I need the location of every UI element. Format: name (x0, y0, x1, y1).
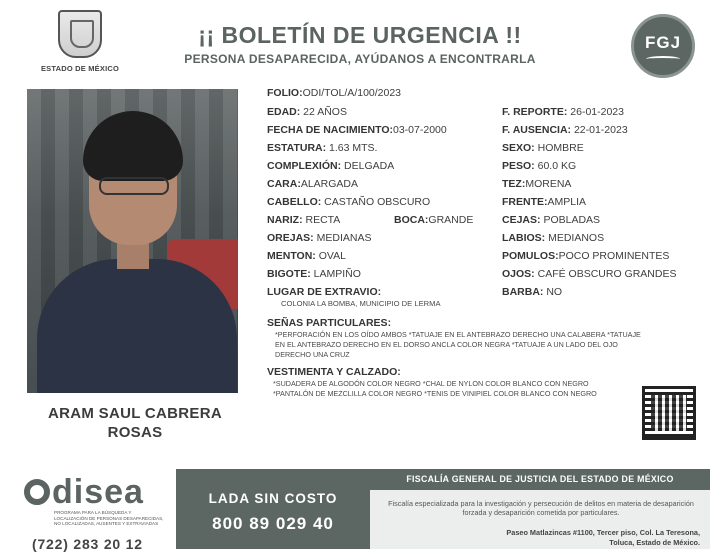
field-complexion: COMPLEXIÓN: DELGADA (267, 160, 395, 172)
field-cara: CARA:ALARGADA (267, 178, 359, 190)
vestimenta-text (273, 379, 597, 399)
senas-line: DERECHO UNA CRUZ (275, 350, 350, 359)
odisea-caption: PROGRAMA PARA LA BÚSQUEDA Y LOCALIZACIÓN DE PERSONAS DESAPARECIDAS, NO LOCALIZADAS, AUSENTES Y EXTRAVIADAS (54, 510, 164, 526)
state-crest-logo (30, 10, 130, 73)
vestimenta-line: *SUDADERA DE ALGODÓN COLOR NEGRO *CHAL DE NYLON COLOR BLANCO CON NEGRO (273, 379, 589, 388)
field-fecha-nacimiento: FECHA DE NACIMIENTO:03-07-2000 (267, 124, 447, 136)
fiscalia-address (440, 528, 700, 548)
toll-free-box (176, 469, 370, 549)
fiscalia-title: FISCALÍA GENERAL DE JUSTICIA DEL ESTADO DE MÉXICO (370, 469, 710, 490)
field-nariz: NARIZ: RECTA (267, 214, 341, 226)
field-frente: FRENTE:AMPLIA (502, 196, 587, 208)
field-cabello: CABELLO: CASTAÑO OBSCURO (267, 196, 431, 208)
field-orejas: OREJAS: MEDIANAS (267, 232, 372, 244)
toll-free-label: LADA SIN COSTO (208, 491, 338, 506)
field-f-ausencia: F. AUSENCIA: 22-01-2023 (502, 124, 628, 136)
address-line: Paseo Matlazincas #1100, Tercer piso, Col. La Teresona, (506, 528, 700, 537)
field-edad: EDAD: 22 AÑOS (267, 106, 347, 118)
field-cejas: CEJAS: POBLADAS (502, 214, 601, 226)
crest-icon (58, 10, 102, 58)
person-name-line2: ROSAS (107, 424, 163, 441)
missing-person-photo (27, 89, 238, 393)
location-pin-icon (24, 479, 50, 505)
person-name (40, 404, 230, 442)
field-ojos: OJOS: CAFÉ OBSCURO GRANDES (502, 268, 677, 280)
field-barba: BARBA: NO (502, 286, 563, 298)
fgj-badge (631, 14, 695, 78)
odisea-logo-block (24, 474, 172, 552)
field-f-reporte: F. REPORTE: 26-01-2023 (502, 106, 624, 118)
wings-icon (646, 56, 680, 62)
person-name-line1: ARAM SAUL CABRERA (48, 405, 222, 422)
field-bigote: BIGOTE: LAMPIÑO (267, 268, 361, 280)
field-lugar-extravio-label: LUGAR DE EXTRAVIO: (267, 286, 382, 298)
field-menton: MENTON: OVAL (267, 250, 346, 262)
bulletin-subtitle: PERSONA DESAPARECIDA, AYÚDANOS A ENCONTRARLA (184, 52, 536, 66)
field-boca: BOCA:GRANDE (394, 214, 474, 226)
fiscalia-description: Fiscalía especializada para la investigación y persecución de delitos en materia de desaparición forzada y desaparición cometida por particulares. (388, 499, 694, 517)
vestimenta-line: *PANTALÓN DE MEZCLILLA COLOR NEGRO *TENIS DE VINIPIEL COLOR BLANCO CON NEGRO (273, 389, 597, 398)
field-lugar-extravio-value: COLONIA LA BOMBA, MUNICIPIO DE LERMA (281, 299, 441, 308)
address-line: Toluca, Estado de México. (609, 538, 700, 547)
fgj-badge-text: FGJ (644, 33, 682, 52)
odisea-logo: disea (24, 474, 172, 510)
field-estatura: ESTATURA: 1.63 MTS. (267, 142, 378, 154)
field-folio: FOLIO:ODI/TOL/A/100/2023 (267, 87, 402, 99)
qr-code-icon[interactable] (642, 386, 696, 440)
field-pomulos: POMULOS:POCO PROMINENTES (502, 250, 670, 262)
field-labios: LABIOS: MEDIANOS (502, 232, 605, 244)
senas-heading: SEÑAS PARTICULARES: (267, 317, 392, 329)
senas-text (275, 330, 641, 360)
field-tez: TEZ:MORENA (502, 178, 572, 190)
field-peso: PESO: 60.0 KG (502, 160, 577, 172)
field-sexo: SEXO: HOMBRE (502, 142, 584, 154)
vestimenta-heading: VESTIMENTA Y CALZADO: (267, 366, 401, 378)
toll-free-number[interactable]: 800 89 029 40 (212, 514, 334, 533)
bulletin-title: ¡¡ BOLETÍN DE URGENCIA !! (198, 22, 522, 48)
state-caption: ESTADO DE MÉXICO (40, 64, 120, 73)
fiscalia-box (370, 469, 710, 549)
odisea-phone[interactable]: (722) 283 20 12 (32, 535, 143, 552)
senas-line: EN EL ANTEBRAZO DERECHO EN EL DORSO ANCLA COLOR NEGRA *TATUAJE A UN LADO DEL OJO (275, 340, 618, 349)
senas-line: *PERFORACIÓN EN LOS OÍDO AMBOS *TATUAJE EN EL ANTEBRAZO DERECHO UNA CALABERA *TATUAJE (275, 330, 641, 339)
